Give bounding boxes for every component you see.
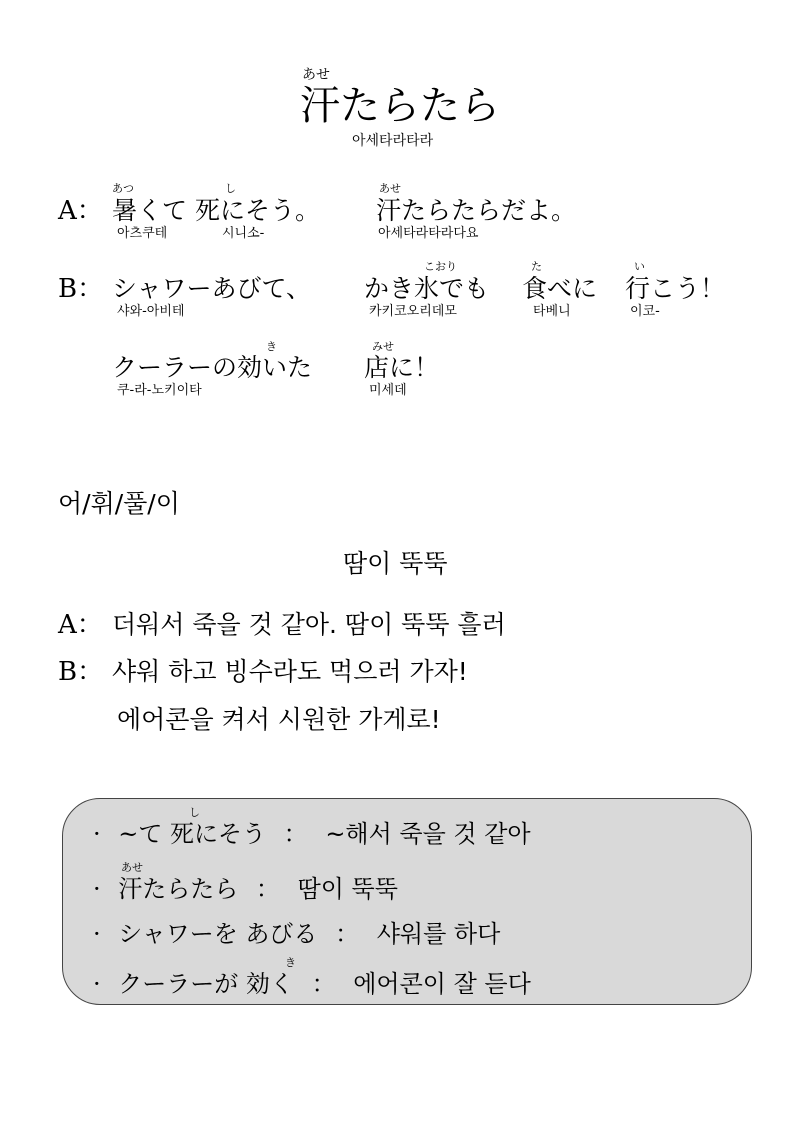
title-reading: 아세타라타라 — [352, 133, 434, 149]
note-jp: 汗たらたら — [118, 875, 239, 903]
translation-a-label: A： — [58, 610, 103, 640]
line-a-part2: 汗たらたらだよ。 — [376, 196, 577, 225]
line-a-part1: 暑くて 死にそう。 — [112, 196, 320, 225]
note-item — [93, 806, 531, 849]
note-jp: ~て 死にそう — [118, 820, 267, 848]
note-bullet: · — [93, 920, 101, 948]
note-separator: ： — [311, 970, 336, 998]
reading-c2: 미세데 — [369, 383, 407, 398]
reading-b4: 이코- — [630, 304, 660, 319]
reading-a1: 아츠쿠테 — [117, 226, 168, 241]
note-bullet: · — [93, 970, 101, 998]
note-jp: クーラーが 効く — [118, 970, 294, 998]
reading-b1: 샤와-아비테 — [117, 304, 185, 319]
note-item — [93, 919, 500, 949]
reading-b3: 타베니 — [533, 304, 571, 319]
ruby-atsu: あつ — [112, 182, 134, 195]
line-b-part3: 食べに — [522, 274, 598, 303]
ruby-ki: き — [266, 340, 277, 353]
reading-b2: 카키코오리데모 — [369, 304, 457, 319]
note-separator: ： — [255, 875, 280, 903]
note-item — [93, 956, 531, 999]
translation-a-text: 더워서 죽을 것 같아. 땀이 뚝뚝 흘러 — [112, 610, 506, 639]
line-b-part4: 行こう！ — [625, 274, 726, 303]
speaker-a-label: A： — [58, 196, 103, 226]
translation-c-text: 에어콘을 켜서 시원한 가게로! — [117, 705, 441, 734]
vocab-heading: 어/휘/풀/이 — [58, 489, 180, 518]
note-separator: ： — [335, 920, 360, 948]
translation-title: 땀이 뚝뚝 — [343, 549, 448, 578]
line-c-part1: クーラーの効いた — [112, 353, 313, 382]
note-item — [93, 861, 398, 904]
translation-b-text: 샤워 하고 빙수라도 먹으러 가자! — [112, 657, 468, 686]
note-separator: ： — [283, 820, 308, 848]
line-b-part2: かき氷でも — [364, 274, 490, 303]
page-title: 汗たらたら — [300, 83, 500, 129]
note-jp: シャワーを あびる — [118, 920, 318, 948]
note-ko: 샤워를 하다 — [376, 920, 501, 948]
ruby-mise: みせ — [372, 340, 394, 353]
speaker-b-label: B： — [58, 274, 104, 304]
note-ko: 에어콘이 잘 듣다 — [353, 970, 531, 998]
translation-b-label: B： — [58, 657, 104, 687]
note-ko: 땀이 뚝뚝 — [297, 875, 398, 903]
note-ruby: し — [189, 806, 200, 819]
ruby-koori: こおり — [424, 260, 457, 273]
note-bullet: · — [93, 875, 101, 903]
reading-c1: 쿠-라-노키이타 — [117, 383, 202, 398]
notes-box — [62, 798, 752, 1005]
title-ruby: あせ — [302, 67, 330, 83]
note-bullet: · — [93, 820, 101, 848]
note-ruby: き — [285, 956, 296, 969]
reading-a2: 시니소- — [222, 226, 265, 241]
note-ruby: あせ — [121, 861, 143, 874]
reading-a3: 아세타라타라다요 — [378, 226, 479, 241]
ruby-ase: あせ — [379, 182, 401, 195]
ruby-shi: し — [225, 182, 236, 195]
ruby-i: い — [634, 260, 645, 273]
ruby-ta: た — [531, 260, 542, 273]
note-ko: ~해서 죽을 것 같아 — [325, 820, 531, 848]
line-b-part1: シャワーあびて、 — [112, 274, 312, 303]
line-c-part2: 店に！ — [364, 353, 440, 382]
